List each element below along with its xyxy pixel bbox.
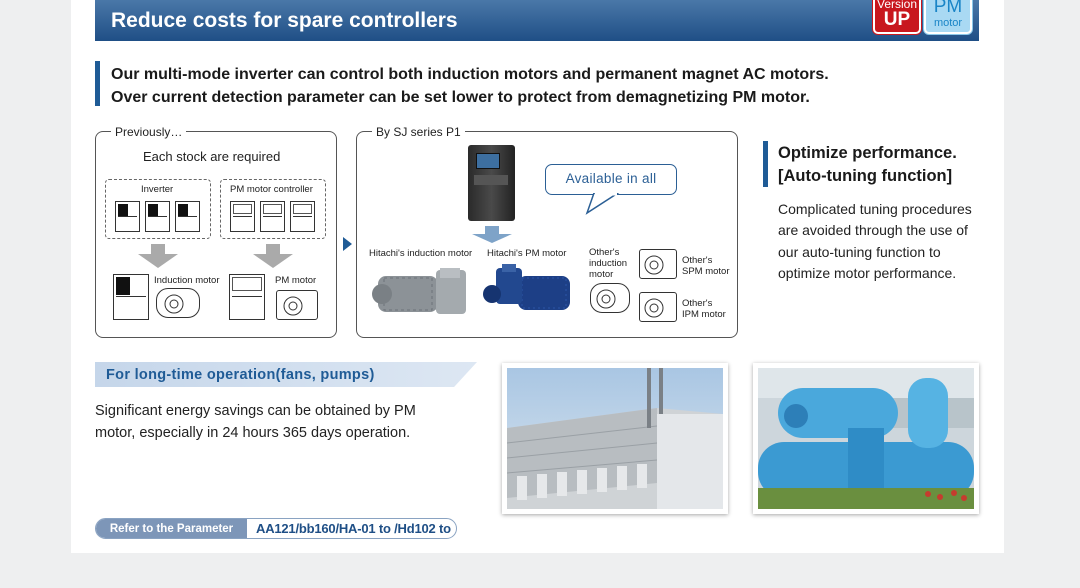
intro-line-1: Our multi-mode inverter can control both induction motors and permanent magnet AC motors. bbox=[111, 66, 829, 83]
hitachi-induction-label: Hitachi's induction motor bbox=[369, 248, 473, 259]
hitachi-pm-label: Hitachi's PM motor bbox=[487, 248, 567, 259]
other-ipm-motor-icon bbox=[639, 292, 677, 322]
badge-up-text: UP bbox=[883, 9, 911, 30]
other-induction-motor-icon bbox=[590, 283, 630, 313]
badge-pm-text: PM bbox=[933, 0, 963, 17]
refer-label: Refer to the Parameter bbox=[96, 519, 247, 539]
sj-p1-inverter-image bbox=[468, 145, 515, 221]
cooling-tower-photo bbox=[502, 363, 728, 514]
other-induction-label bbox=[589, 247, 627, 280]
intro-text bbox=[111, 63, 829, 109]
inverter-icon bbox=[175, 201, 200, 232]
pm-motor-icon bbox=[276, 290, 318, 320]
version-up-badge bbox=[873, 0, 921, 34]
other-induction-line-1: Other's bbox=[589, 247, 620, 258]
bubble-tail-icon bbox=[584, 193, 624, 215]
intro-line-2: Over current detection parameter can be set lower to protect from demagnetizing PM motor. bbox=[111, 89, 810, 106]
operation-heading: For long-time operation(fans, pumps) bbox=[106, 367, 375, 383]
hitachi-induction-motor-image bbox=[370, 268, 470, 318]
sj-series-label: By SJ series P1 bbox=[372, 125, 465, 139]
down-arrow-icon bbox=[253, 254, 293, 268]
intro-accent-rule bbox=[95, 61, 100, 106]
pm-controller-icon bbox=[230, 201, 255, 232]
refer-parameter-tag bbox=[95, 518, 457, 539]
pm-motor-badge bbox=[924, 0, 972, 34]
badge-version-text: Version bbox=[876, 0, 918, 11]
other-ipm-label bbox=[682, 298, 726, 320]
stock-required-text: Each stock are required bbox=[143, 149, 281, 164]
other-spm-label bbox=[682, 255, 730, 277]
previously-label: Previously… bbox=[111, 125, 186, 139]
inverter-label: Inverter bbox=[141, 184, 174, 195]
inverter-icon bbox=[113, 274, 149, 320]
pm-controller-label: PM motor controller bbox=[230, 184, 313, 195]
down-arrow-icon bbox=[472, 234, 512, 243]
side-title-line-1: Optimize performance. bbox=[778, 144, 957, 162]
other-induction-line-2: induction bbox=[589, 258, 628, 269]
pm-controller-icon bbox=[229, 274, 265, 320]
side-title-line-2: [Auto-tuning function] bbox=[778, 167, 953, 185]
other-induction-line-3: motor bbox=[589, 269, 614, 280]
down-arrow-icon bbox=[138, 254, 178, 268]
other-ipm-line-2: IPM motor bbox=[682, 309, 726, 320]
side-description: Complicated tuning procedures are avoided through the use of our auto-tuning function to optimize motor performance. bbox=[778, 201, 972, 281]
operation-text: Significant energy savings can be obtained by PM motor, especially in 24 hours 365 days operation. bbox=[95, 403, 416, 441]
inverter-icon bbox=[145, 201, 170, 232]
page-title: Reduce costs for spare controllers bbox=[111, 9, 458, 32]
badge-motor-text: motor bbox=[933, 17, 963, 29]
down-arrow-stem bbox=[151, 244, 165, 254]
pump-pipes-photo bbox=[753, 363, 979, 514]
hitachi-pm-motor-image bbox=[482, 262, 577, 318]
pm-controller-icon bbox=[260, 201, 285, 232]
inverter-icon bbox=[115, 201, 140, 232]
side-accent-rule bbox=[763, 141, 768, 187]
other-spm-motor-icon bbox=[639, 249, 677, 279]
available-bubble: Available in all bbox=[545, 164, 677, 195]
induction-motor-icon bbox=[156, 288, 200, 318]
right-arrow-icon bbox=[343, 237, 352, 251]
side-title bbox=[778, 142, 957, 188]
down-arrow-stem bbox=[266, 244, 280, 254]
refer-value: AA121/bb160/HA-01 to /Hd102 to bbox=[256, 521, 451, 536]
other-ipm-line-1: Other's bbox=[682, 298, 713, 309]
induction-motor-label: Induction motor bbox=[154, 275, 220, 286]
other-spm-line-2: SPM motor bbox=[682, 266, 730, 277]
pm-controller-icon bbox=[290, 201, 315, 232]
other-spm-line-1: Other's bbox=[682, 255, 713, 266]
pm-motor-label: PM motor bbox=[275, 275, 317, 286]
